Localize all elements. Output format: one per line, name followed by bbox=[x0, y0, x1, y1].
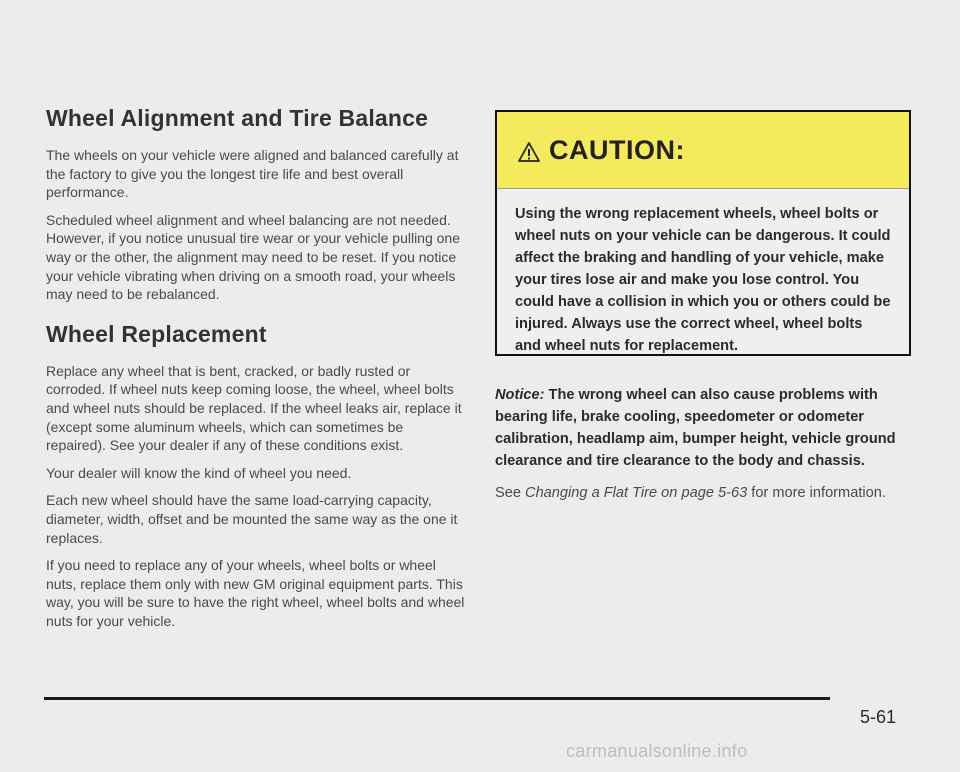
caution-header bbox=[497, 112, 909, 189]
section-heading-alignment: Wheel Alignment and Tire Balance bbox=[46, 105, 429, 131]
see-prefix: See bbox=[495, 485, 521, 501]
notice-paragraph bbox=[495, 384, 915, 472]
left-column bbox=[46, 104, 466, 639]
notice-text: The wrong wheel can also cause problems with bearing life, brake cooling, speedometer or odometer calibration, headlamp aim, bumper height, vehicle ground clearance and tire clearance to the body and chassis. bbox=[495, 387, 896, 469]
notice-label: Notice: bbox=[495, 387, 545, 403]
caution-text: Using the wrong replacement wheels, wheel bolts or wheel nuts on your vehicle can be dangerous. It could affect the braking and handling of your vehicle, make your tires lose air and make you lose control. You could have a collision in which you or others could be injured. Always use the correct wheel, wheel bolts and wheel nuts for replacement. bbox=[515, 206, 891, 354]
paragraph-dealer: Your dealer will know the kind of wheel you need. bbox=[46, 464, 352, 481]
see-reference-paragraph bbox=[495, 484, 915, 503]
warning-triangle-icon bbox=[517, 139, 541, 161]
caution-title: CAUTION: bbox=[549, 134, 685, 165]
cross-reference-link[interactable]: Changing a Flat Tire on page 5-63 bbox=[525, 485, 748, 501]
page-number: 5-61 bbox=[860, 707, 897, 727]
paragraph-factory-alignment: The wheels on your vehicle were aligned and balanced carefully at the factory to give you the longest tire life and best overall performance. bbox=[46, 147, 459, 201]
right-column bbox=[495, 110, 915, 503]
paragraph-new-wheel: Each new wheel should have the same load-carrying capacity, diameter, width, offset and be mounted the same way as the one it replaces. bbox=[46, 492, 458, 546]
caution-title-row bbox=[517, 135, 685, 166]
paragraph-gm-parts: If you need to replace any of your wheels, wheel bolts or wheel nuts, replace them only with new GM original equipment parts. This way, you will be sure to have the right wheel, wheel bolts and wheel nuts for your vehicle. bbox=[46, 557, 465, 629]
paragraph-replace-wheel: Replace any wheel that is bent, cracked, or badly rusted or corroded. If wheel nuts keep coming loose, the wheel, wheel bolts and wheel nuts should be replaced. If the wheel leaks air, replace it (except some aluminum wheels, which can sometimes be repaired). See your dealer if any of these conditions exist. bbox=[46, 362, 462, 454]
watermark: carmanualsonline.info bbox=[566, 741, 748, 761]
see-suffix: for more information. bbox=[751, 485, 886, 501]
footer-rule bbox=[44, 697, 830, 700]
paragraph-scheduled-alignment: Scheduled wheel alignment and wheel balancing are not needed. However, if you notice unusual tire wear or your vehicle pulling one way or the other, the alignment may need to be reset. If you notice your vehicle vibrating when driving on a smooth road, your wheels may need to be rebalanced. bbox=[46, 211, 461, 303]
caution-box bbox=[495, 110, 911, 356]
section-heading-replacement: Wheel Replacement bbox=[46, 320, 267, 347]
